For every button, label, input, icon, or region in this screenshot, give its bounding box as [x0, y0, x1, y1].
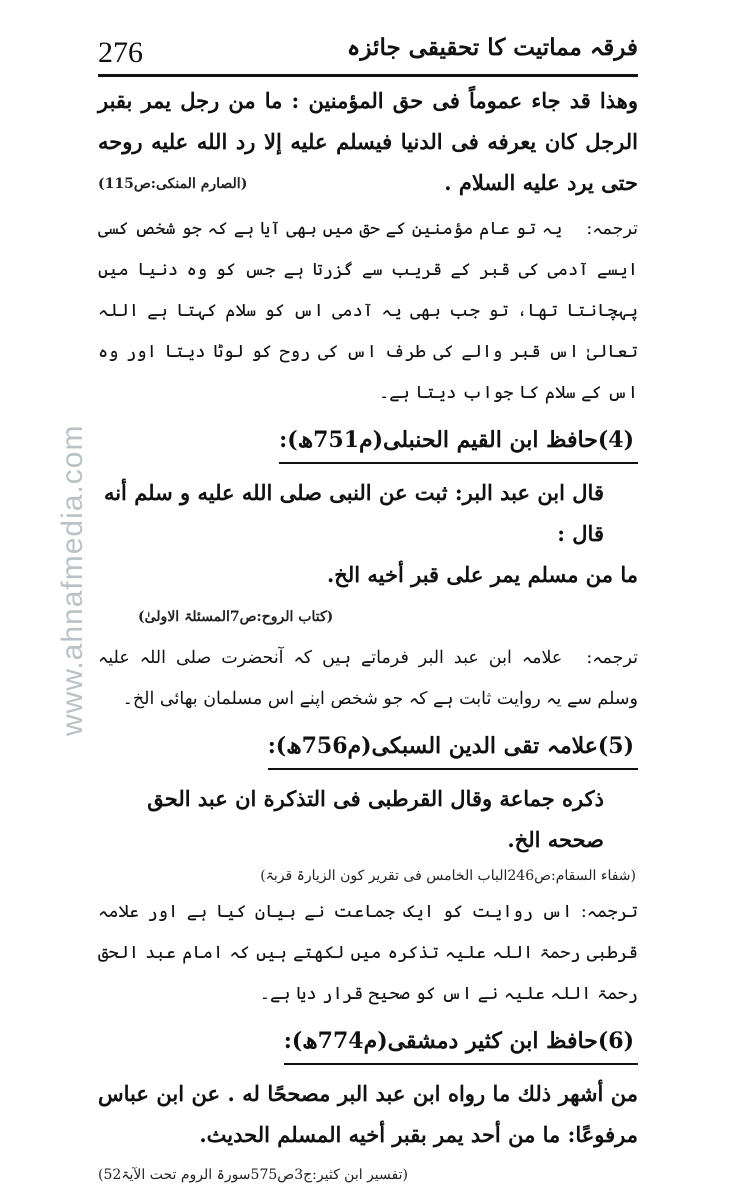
translation-3: ترجمہ: اس روایت کو ایک جماعت نے بیان کیا ہے اور علامہ قرطبی رحمۃ اللہ علیہ تذکرہ میں لکھتے ہیں کہ امام عبد الحق رحمۃ اللہ علیہ نے اس کو صحیح قرار دیا ہے۔ — [98, 902, 638, 1004]
arabic-quote-3: ذكره جماعة وقال القرطبى فى التذكرة ان عبد الحق صححه الخ. — [147, 786, 604, 852]
arabic-quote-1 — [98, 80, 638, 203]
translation-label-2: ترجمہ: — [586, 648, 638, 668]
translation-label-1: ترجمہ: — [586, 219, 638, 239]
citation-3: (شفاء السقام:ص246الباب الخامس فی تقریر کون الزیارۃ قربۃ) — [260, 868, 636, 884]
running-title: فرقہ مماتیت کا تحقیقی جائزہ — [346, 34, 638, 61]
translation-2-text: علامہ ابن عبد البر فرماتے ہیں کہ آنحضرت صلی اللہ علیہ وسلم سے یہ روایت ثابت ہے کہ جو شخص اپنے اس مسلمان بھائی الخ۔ — [98, 648, 638, 709]
arabic-quote-2b-text: ما من مسلم يمر على قبر أخيه الخ. — [326, 562, 638, 587]
heading-subki: (5)علامہ تقی الدین السبکی(م756ھ): — [268, 726, 638, 770]
citation-1: (الصارم المنکی:ص115) — [98, 176, 248, 192]
arabic-quote-4: من أشهر ذلك ما رواه ابن عبد البر مصححًا له . عن ابن عباس مرفوعًا: ما من أحد يمر بقبر أخيه المسلم الحديث. — [98, 1081, 638, 1147]
translation-1 — [98, 209, 638, 414]
citation-4: (تفسیر ابن کثیر:ج3ص575سورۃ الروم تحت الآیۃ52) — [98, 1167, 408, 1183]
translation-2 — [98, 638, 638, 720]
arabic-quote-1-text: وهذا قد جاء عموماً فى حق المؤمنين : ما من رجل يمر بقبر الرجل كان يعرفه فى الدنيا فيسلم عليه إلا رد الله عليه روحه حتى يرد عليه السلام . — [98, 88, 638, 195]
watermark-text: www.ahnafmedia.com — [56, 424, 89, 736]
arabic-quote-2b — [98, 554, 638, 638]
page-header — [98, 30, 638, 77]
page-content — [98, 80, 638, 1195]
heading-ibn-qayyim: (4)حافظ ابن القیم الحنبلی(م751ھ): — [279, 420, 638, 464]
translation-1-text: یہ تو عام مؤمنین کے حق میں بھی آیا ہے کہ جو شخص کسی ایسے آدمی کی قبر کے قریب سے گزرتا ہے جس کو وہ دنیا میں پہچانتا تھا، تو جب بھی یہ آدمی اس کو سلام کہتا ہے اللہ تعالیٰ اس قبر والے کی طرف اس کی روح کو لوٹا دیتا اور وہ اس کے سلام کا جواب دیتا ہے۔ — [98, 219, 638, 403]
arabic-quote-2a: قال ابن عبد البر: ثبت عن النبى صلى الله عليه و سلم أنه قال : — [103, 480, 604, 546]
heading-ibn-kathir: (6)حافظ ابن کثیر دمشقی(م774ھ): — [284, 1021, 638, 1065]
page-number: 276 — [98, 36, 143, 69]
citation-2: (کتاب الروح:ص7المسئلۃ الاولیٰ) — [138, 609, 334, 625]
